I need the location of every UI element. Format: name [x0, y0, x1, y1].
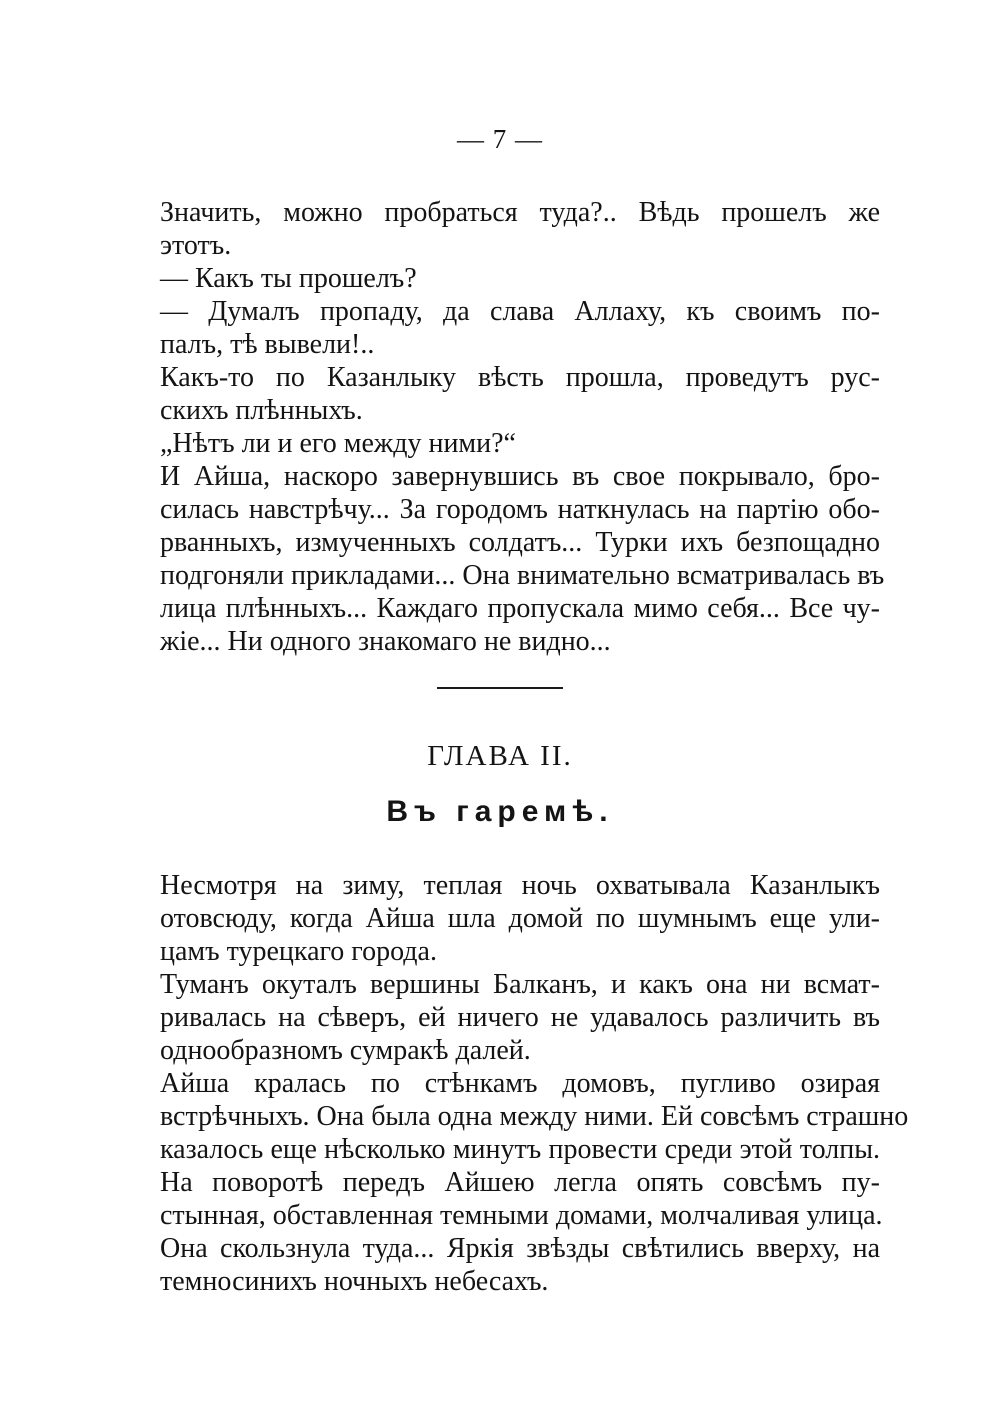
text-line: однообразномъ сумракѣ далей. — [160, 1035, 531, 1066]
text-line: скихъ плѣнныхъ. — [160, 395, 363, 426]
text-line: встрѣчныхъ. Она была одна между ними. Ей совсѣмъ страшно — [160, 1101, 909, 1132]
section-divider — [437, 687, 563, 689]
chapter-title: Въ гаремѣ. — [386, 795, 614, 828]
text-line: ривалась на сѣверъ, ей ничего не удавалось различить въ — [160, 1002, 880, 1033]
text-line: цамъ турецкаго города. — [160, 936, 437, 967]
text-line: подгоняли прикладами... Она внимательно всматривалась въ — [160, 560, 885, 591]
text-line: лица плѣнныхъ... Каждаго пропускала мимо себя... Все чу- — [160, 593, 880, 624]
text-line: — Какъ ты прошелъ? — [160, 263, 417, 294]
text-line: Туманъ окуталъ вершины Балканъ, и какъ она ни всмат- — [160, 969, 880, 1000]
text-line: рванныхъ, измученныхъ солдатъ... Турки ихъ безпощадно — [160, 527, 880, 558]
text-line: Айша кралась по стѣнкамъ домовъ, пугливо озирая — [160, 1068, 880, 1099]
text-line: отовсюду, когда Айша шла домой по шумнымъ еще ули- — [160, 903, 880, 934]
text-line: На поворотѣ передъ Айшею легла опять совсѣмъ пу- — [160, 1167, 880, 1198]
text-line: силась навстрѣчу... За городомъ наткнулась на партію обо- — [160, 494, 880, 525]
text-line: Она скользнула туда... Яркія звѣзды свѣтились вверху, на — [160, 1233, 880, 1264]
text-line: Несмотря на зиму, теплая ночь охватывала Казанлыкъ — [160, 870, 880, 901]
text-line: палъ, тѣ вывели!.. — [160, 329, 375, 360]
chapter-heading: ГЛАВА II. — [427, 740, 573, 772]
text-line: жіе... Ни одного знакомаго не видно... — [160, 626, 611, 657]
text-line: Значить, можно пробраться туда?.. Вѣдь прошелъ же — [160, 197, 880, 228]
text-line: „Нѣтъ ли и его между ними?“ — [160, 428, 516, 459]
text-line: И Айша, наскоро завернувшись въ свое покрывало, бро- — [160, 461, 880, 492]
text-line: темносинихъ ночныхъ небесахъ. — [160, 1266, 549, 1297]
text-line: Какъ-то по Казанлыку вѣсть прошла, проведутъ рус- — [160, 362, 880, 393]
text-line: казалось еще нѣсколько минутъ провести среди этой толпы. — [160, 1134, 880, 1165]
text-line: стынная, обставленная темными домами, молчаливая улица. — [160, 1200, 883, 1231]
page-number: — 7 — — [457, 124, 543, 154]
text-line: — Думалъ пропаду, да слава Аллаху, къ своимъ по- — [160, 296, 880, 327]
text-line: этотъ. — [160, 230, 232, 261]
